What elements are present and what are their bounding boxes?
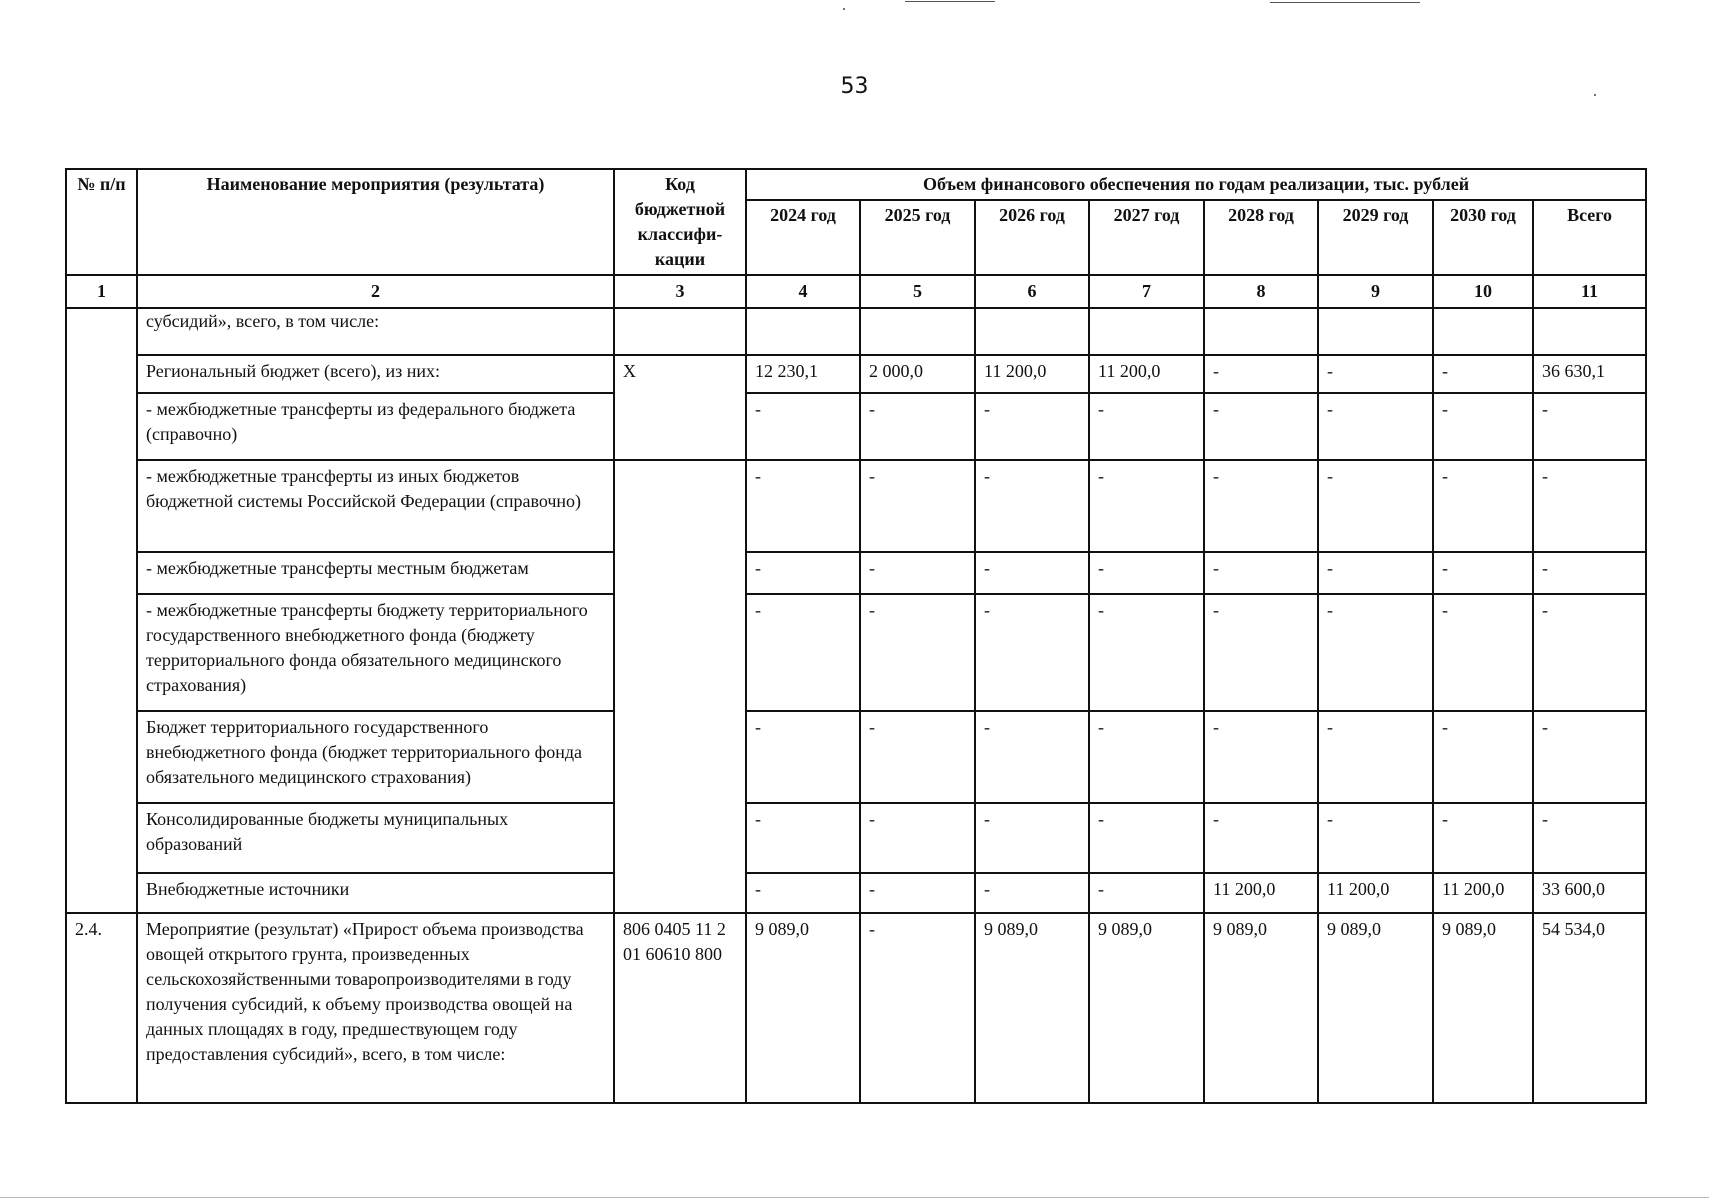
row-value: - xyxy=(1433,460,1533,552)
row-value: 11 200,0 xyxy=(1089,355,1204,393)
column-number: 7 xyxy=(1089,275,1204,308)
row-value: 11 200,0 xyxy=(1318,873,1433,913)
row-value: - xyxy=(746,873,860,913)
column-number: 5 xyxy=(860,275,975,308)
row-value: - xyxy=(1204,552,1318,594)
scan-artifact-dot xyxy=(1594,94,1596,96)
row-value xyxy=(860,308,975,355)
row-value: - xyxy=(746,460,860,552)
row-value: 2 000,0 xyxy=(860,355,975,393)
table-row xyxy=(66,355,1646,393)
row-value: - xyxy=(860,711,975,803)
column-number: 3 xyxy=(614,275,746,308)
row-name: Консолидированные бюджеты муниципальных образований xyxy=(137,803,614,873)
row-value xyxy=(1204,308,1318,355)
header-year: 2025 год xyxy=(860,200,975,275)
row-value xyxy=(746,308,860,355)
row-number: 2.4. xyxy=(66,913,137,1103)
row-name: Бюджет территориального государственного внебюджетного фонда (бюджет территориального фонда обязательного медицинского страхования) xyxy=(137,711,614,803)
row-value: - xyxy=(975,460,1089,552)
row-value: - xyxy=(975,873,1089,913)
row-value: 9 089,0 xyxy=(1089,913,1204,1103)
row-value: - xyxy=(1089,711,1204,803)
row-value: 12 230,1 xyxy=(746,355,860,393)
row-name: Мероприятие (результат) «Прирост объема производства овощей открытого грунта, произведенных сельскохозяйственными товаропроизводителями в году получения субсидий, к объему производства овощей на данных площадях в году, предшествующем году предоставления субсидий», всего, в том числе: xyxy=(137,913,614,1103)
row-value xyxy=(975,308,1089,355)
header-year: 2026 год xyxy=(975,200,1089,275)
header-year: 2028 год xyxy=(1204,200,1318,275)
header-total: Всего xyxy=(1533,200,1646,275)
row-value: 9 089,0 xyxy=(746,913,860,1103)
row-name: - межбюджетные трансферты бюджету территориального государственного внебюджетного фонда (бюджету территориального фонда обязательного медицинского страхования) xyxy=(137,594,614,711)
row-value: 54 534,0 xyxy=(1533,913,1646,1103)
row-value xyxy=(1533,308,1646,355)
row-value: - xyxy=(975,594,1089,711)
row-value: - xyxy=(975,803,1089,873)
row-value: 9 089,0 xyxy=(1204,913,1318,1103)
row-value: - xyxy=(1433,594,1533,711)
row-value: - xyxy=(860,393,975,460)
row-value: - xyxy=(1089,393,1204,460)
row-value: - xyxy=(1089,460,1204,552)
column-number: 11 xyxy=(1533,275,1646,308)
row-value: - xyxy=(860,913,975,1103)
page-number: 53 xyxy=(840,74,869,99)
row-value: - xyxy=(746,393,860,460)
header-year: 2030 год xyxy=(1433,200,1533,275)
table-row xyxy=(66,308,1646,355)
row-value xyxy=(1433,308,1533,355)
header-num: № п/п xyxy=(66,169,137,275)
row-value: - xyxy=(1318,460,1433,552)
row-value: - xyxy=(1204,711,1318,803)
row-code xyxy=(614,460,746,913)
row-value: - xyxy=(975,711,1089,803)
row-code: X xyxy=(614,355,746,393)
row-value: 9 089,0 xyxy=(975,913,1089,1103)
row-value: - xyxy=(1318,393,1433,460)
row-value: - xyxy=(746,594,860,711)
table-row xyxy=(66,873,1646,913)
row-value: - xyxy=(1533,393,1646,460)
row-value: - xyxy=(860,594,975,711)
row-value: - xyxy=(1533,552,1646,594)
row-number xyxy=(66,308,137,913)
scan-artifact-line xyxy=(1270,2,1420,3)
row-value xyxy=(1089,308,1204,355)
row-value: - xyxy=(746,803,860,873)
row-value: - xyxy=(860,460,975,552)
row-value: - xyxy=(1089,803,1204,873)
header-year: 2027 год xyxy=(1089,200,1204,275)
row-value xyxy=(1318,308,1433,355)
row-value: - xyxy=(1089,594,1204,711)
table-row xyxy=(66,711,1646,803)
row-name: - межбюджетные трансферты из федерального бюджета (справочно) xyxy=(137,393,614,460)
column-number: 1 xyxy=(66,275,137,308)
row-value: - xyxy=(1433,355,1533,393)
header-year: 2029 год xyxy=(1318,200,1433,275)
table-row xyxy=(66,594,1646,711)
row-value: - xyxy=(1533,803,1646,873)
row-code: 806 0405 11 2 01 60610 800 xyxy=(614,913,746,1103)
row-value: - xyxy=(975,552,1089,594)
row-value: 9 089,0 xyxy=(1318,913,1433,1103)
scan-artifact-line xyxy=(0,1197,1709,1198)
table-row xyxy=(66,552,1646,594)
row-name: субсидий», всего, в том числе: xyxy=(137,308,614,355)
table-row xyxy=(66,460,1646,552)
row-value: - xyxy=(1433,711,1533,803)
row-value: - xyxy=(1204,803,1318,873)
row-value: - xyxy=(860,873,975,913)
row-value: 9 089,0 xyxy=(1433,913,1533,1103)
row-value: - xyxy=(1204,594,1318,711)
scan-artifact-dot xyxy=(843,8,845,10)
row-code xyxy=(614,393,746,460)
row-value: - xyxy=(1433,393,1533,460)
row-value: - xyxy=(1318,803,1433,873)
column-number: 8 xyxy=(1204,275,1318,308)
row-value: 11 200,0 xyxy=(975,355,1089,393)
row-value: - xyxy=(1318,552,1433,594)
row-value: - xyxy=(975,393,1089,460)
row-value: - xyxy=(1318,594,1433,711)
table-row xyxy=(66,393,1646,460)
header-year: 2024 год xyxy=(746,200,860,275)
row-value: - xyxy=(1433,803,1533,873)
row-value: - xyxy=(1204,355,1318,393)
row-value: - xyxy=(1318,355,1433,393)
row-value: 33 600,0 xyxy=(1533,873,1646,913)
row-name: - межбюджетные трансферты местным бюджетам xyxy=(137,552,614,594)
table-row xyxy=(66,803,1646,873)
row-value: - xyxy=(860,803,975,873)
row-value: - xyxy=(1433,552,1533,594)
column-number: 6 xyxy=(975,275,1089,308)
row-name: - межбюджетные трансферты из иных бюджетов бюджетной системы Российской Федерации (справочно) xyxy=(137,460,614,552)
column-number: 9 xyxy=(1318,275,1433,308)
column-number: 10 xyxy=(1433,275,1533,308)
row-name: Внебюджетные источники xyxy=(137,873,614,913)
row-value: - xyxy=(1089,552,1204,594)
row-value: - xyxy=(1204,393,1318,460)
row-value: 11 200,0 xyxy=(1433,873,1533,913)
row-value: - xyxy=(1533,594,1646,711)
row-code xyxy=(614,308,746,355)
table-row xyxy=(66,913,1646,1103)
column-number: 4 xyxy=(746,275,860,308)
row-value: - xyxy=(1533,711,1646,803)
scan-artifact-line xyxy=(905,1,995,2)
row-value: - xyxy=(1089,873,1204,913)
financing-table xyxy=(65,168,1647,1104)
header-code: Код бюджетной классифи-кации xyxy=(614,169,746,275)
row-value: 11 200,0 xyxy=(1204,873,1318,913)
header-volume: Объем финансового обеспечения по годам реализации, тыс. рублей xyxy=(746,169,1646,200)
header-name: Наименование мероприятия (результата) xyxy=(137,169,614,275)
row-value: - xyxy=(1533,460,1646,552)
row-value: - xyxy=(1318,711,1433,803)
row-value: - xyxy=(1204,460,1318,552)
row-value: - xyxy=(860,552,975,594)
row-name: Региональный бюджет (всего), из них: xyxy=(137,355,614,393)
row-value: - xyxy=(746,711,860,803)
column-number: 2 xyxy=(137,275,614,308)
row-value: 36 630,1 xyxy=(1533,355,1646,393)
row-value: - xyxy=(746,552,860,594)
